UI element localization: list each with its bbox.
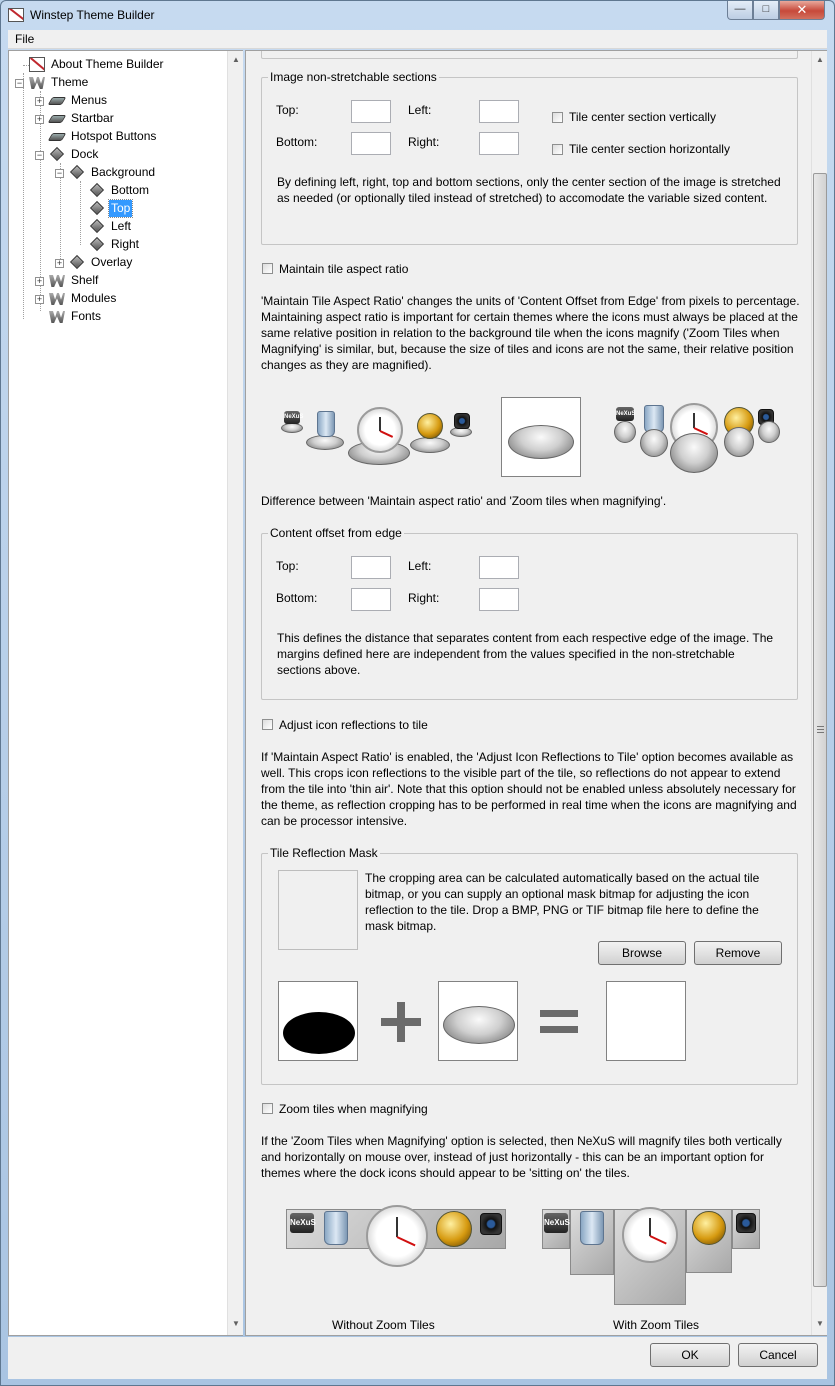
tile-vertical-label: Tile center section vertically	[569, 110, 716, 124]
scroll-down-arrow-icon[interactable]: ▼	[816, 1319, 824, 1328]
bottom-icon	[90, 183, 104, 197]
theme-icon	[29, 77, 45, 89]
maintain-aspect-label: Maintain tile aspect ratio	[279, 262, 409, 276]
startbar-expand-toggle[interactable]: +	[36, 114, 43, 124]
aspect-description: 'Maintain Tile Aspect Ratio' changes the units of 'Content Offset from Edge' from pixels to percentage. Maintaining aspect ratio is important for certain themes where the icons must always be placed at the same relative position in relation to the background tile when the icons magnify ('Zoom Tiles when Magnifying' is similar, but, because the size of tiles and icons are not the same, their relative position changes as they are magnified).	[261, 294, 800, 372]
offset-group	[261, 526, 798, 700]
ns-left-input[interactable]	[479, 100, 519, 123]
ok-button[interactable]: OK	[650, 1343, 730, 1367]
nonstretch-title: Image non-stretchable sections	[270, 70, 437, 84]
background-collapse-toggle[interactable]: −	[56, 168, 63, 178]
tree-scrollbar[interactable]	[227, 51, 243, 1335]
maximize-button[interactable]: □	[753, 1, 779, 20]
off-top-input[interactable]	[351, 556, 391, 579]
modules-icon	[49, 293, 65, 305]
with-zoom-caption: With Zoom Tiles	[613, 1318, 700, 1332]
ns-right-label: Right:	[408, 135, 440, 149]
grip-icon	[817, 726, 824, 733]
scroll-up-arrow-icon[interactable]: ▲	[816, 55, 824, 64]
menu-file[interactable]: File	[15, 32, 35, 46]
cancel-button[interactable]: Cancel	[738, 1343, 818, 1367]
zoom-description: If the 'Zoom Tiles when Magnifying' option is selected, then NeXuS will magnify tiles both vertically and horizontally on mouse over, instead of just horizontally - this can be an important option for themes where the dock icons should appear to be 'sitting on' the tiles.	[261, 1134, 782, 1180]
mask-drop-area[interactable]	[278, 870, 358, 950]
nonstretch-group	[261, 70, 798, 245]
dialog-button-bar	[8, 1337, 827, 1379]
ns-right-input[interactable]	[479, 132, 519, 155]
shelf-expand-toggle[interactable]: +	[36, 276, 43, 286]
zoom-tiles-label: Zoom tiles when magnifying	[279, 1102, 428, 1116]
overlay-icon	[70, 255, 84, 269]
off-top-label: Top:	[276, 559, 299, 573]
dock-icon	[50, 147, 64, 161]
left-icon	[90, 219, 104, 233]
shelf-icon	[49, 275, 65, 287]
tree-content: − + + − − + + + About Theme Builder Theme Menus Startbar Hotspot Buttons Dock Background Bottom Top Left Right Overlay Shelf Modules Fonts	[16, 57, 164, 323]
mask-title: Tile Reflection Mask	[270, 846, 378, 860]
result-image	[606, 981, 686, 1061]
modules-expand-toggle[interactable]: +	[36, 294, 43, 304]
menus-expand-toggle[interactable]: +	[36, 96, 43, 106]
with-zoom-image: NeXuS	[540, 1201, 762, 1317]
properties-panel	[245, 50, 827, 1336]
window-title: Winstep Theme Builder	[30, 8, 155, 22]
right-icon	[90, 237, 104, 251]
properties-content	[246, 51, 811, 1335]
adjust-reflections-label: Adjust icon reflections to tile	[279, 718, 428, 732]
tile-horizontal-checkbox[interactable]	[552, 144, 563, 155]
theme-collapse-toggle[interactable]: −	[16, 78, 23, 88]
without-zoom-caption: Without Zoom Tiles	[332, 1318, 435, 1332]
previous-group-edge	[261, 51, 798, 59]
zoom-example-image: NeXuS	[608, 393, 802, 475]
reflections-description: If 'Maintain Aspect Ratio' is enabled, the 'Adjust Icon Reflections to Tile' option becomes available as well. This crops icon reflections to the visible part of the tile, so reflections do not appear to extend from the tile into 'thin air'. Note that this option should not be enabled unless absolutely necessary for the theme, as reflection cropping has to be performed in real time when the icons are magnifying and can be processor intensive.	[261, 750, 797, 828]
tile-example-image	[501, 397, 581, 477]
off-bottom-label: Bottom:	[276, 591, 318, 605]
scroll-thumb[interactable]	[813, 173, 827, 1287]
main-scrollbar[interactable]	[811, 51, 827, 1335]
menu-bar	[8, 30, 827, 49]
about-icon	[29, 57, 45, 72]
aspect-example-image: NeXuS	[278, 393, 472, 475]
startbar-icon	[48, 115, 67, 123]
off-left-label: Left:	[408, 559, 432, 573]
offset-description: This defines the distance that separates content from each respective edge of the image. The margins defined here are independent from the values specified in the non-stretchable sections above.	[277, 631, 774, 677]
tile-vertical-checkbox[interactable]	[552, 112, 563, 123]
app-icon	[8, 8, 24, 22]
scroll-down-arrow-icon[interactable]: ▼	[232, 1319, 240, 1328]
menus-icon	[48, 97, 67, 105]
hotspot-icon	[48, 133, 67, 141]
off-right-input[interactable]	[479, 588, 519, 611]
remove-button[interactable]: Remove	[694, 941, 782, 965]
scroll-up-arrow-icon[interactable]: ▲	[232, 55, 240, 64]
ns-top-input[interactable]	[351, 100, 391, 123]
minimize-button[interactable]: —	[727, 1, 753, 20]
tile-horizontal-label: Tile center section horizontally	[569, 142, 730, 156]
mask-group	[261, 846, 798, 1085]
ns-bottom-label: Bottom:	[276, 135, 318, 149]
theme-tree	[8, 50, 243, 1336]
maintain-aspect-checkbox[interactable]	[262, 263, 273, 274]
top-icon	[90, 201, 104, 215]
dock-collapse-toggle[interactable]: −	[36, 150, 43, 160]
overlay-expand-toggle[interactable]: +	[56, 258, 63, 268]
close-button[interactable]: ✕	[779, 1, 825, 20]
without-zoom-image: NeXuS	[286, 1201, 508, 1317]
zoom-tiles-checkbox[interactable]	[262, 1103, 273, 1114]
browse-button[interactable]: Browse	[598, 941, 686, 965]
off-right-label: Right:	[408, 591, 440, 605]
fonts-icon	[49, 311, 65, 323]
ns-left-label: Left:	[408, 103, 432, 117]
equals-icon	[540, 1010, 578, 1017]
aspect-caption: Difference between 'Maintain aspect ratio' and 'Zoom tiles when magnifying'.	[261, 494, 667, 508]
offset-title: Content offset from edge	[270, 526, 402, 540]
background-icon	[70, 165, 84, 179]
ns-top-label: Top:	[276, 103, 299, 117]
nonstretch-description: By defining left, right, top and bottom sections, only the center section of the image is stretched as needed (or optionally tiled instead of stretched) to accomodate the variable sized content.	[277, 175, 781, 205]
adjust-reflections-checkbox[interactable]	[262, 719, 273, 730]
tile-bitmap-image	[438, 981, 518, 1061]
mask-example-image	[278, 981, 358, 1061]
mask-description: The cropping area can be calculated automatically based on the actual tile bitmap, or you can supply an optional mask bitmap for adjusting the icon reflection to the tile. Drop a BMP, PNG or TIF bitmap file here to define the mask bitmap.	[365, 871, 760, 933]
off-left-input[interactable]	[479, 556, 519, 579]
off-bottom-input[interactable]	[351, 588, 391, 611]
ns-bottom-input[interactable]	[351, 132, 391, 155]
